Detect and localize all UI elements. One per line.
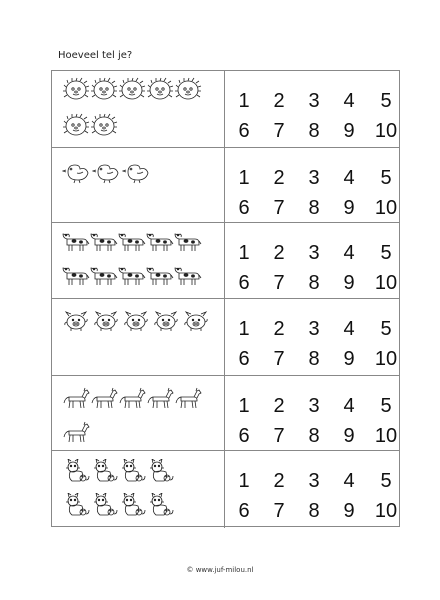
cow-icon [118, 263, 146, 287]
number-choice[interactable]: 10 [374, 348, 398, 370]
number-choice[interactable]: 4 [343, 318, 355, 340]
number-choice[interactable]: 3 [308, 395, 320, 417]
cow-icon [174, 263, 202, 287]
number-choice[interactable]: 9 [343, 425, 355, 447]
number-choice[interactable]: 5 [380, 318, 392, 340]
cat-icon [118, 459, 146, 483]
worksheet-row [52, 299, 399, 376]
number-choice[interactable]: 5 [380, 395, 392, 417]
pig-icon [152, 309, 180, 333]
number-choice[interactable]: 1 [238, 318, 250, 340]
number-choice[interactable]: 4 [343, 395, 355, 417]
number-choice[interactable]: 7 [273, 197, 285, 219]
horse-icon [146, 386, 174, 410]
cow-icon [90, 263, 118, 287]
number-choice[interactable]: 3 [308, 242, 320, 264]
horse-icon [118, 386, 146, 410]
number-choice[interactable]: 8 [308, 197, 320, 219]
number-choice[interactable]: 2 [273, 167, 285, 189]
number-choice[interactable]: 10 [374, 197, 398, 219]
cow-icon [62, 229, 90, 253]
worksheet-row [52, 71, 399, 148]
horse-icon [62, 420, 90, 444]
number-choice[interactable]: 5 [380, 242, 392, 264]
worksheet-row [52, 223, 399, 299]
pig-icon [182, 309, 210, 333]
number-choice[interactable]: 5 [380, 470, 392, 492]
hedgehog-icon [90, 113, 118, 137]
cat-icon [146, 493, 174, 517]
number-choice[interactable]: 2 [273, 470, 285, 492]
number-choice[interactable]: 1 [238, 90, 250, 112]
cat-icon [90, 493, 118, 517]
number-choice[interactable]: 2 [273, 318, 285, 340]
counting-worksheet-table [51, 70, 400, 527]
number-choice[interactable]: 8 [308, 120, 320, 142]
number-choice[interactable]: 10 [374, 272, 398, 294]
animal-picture-cell [52, 71, 225, 147]
number-choices-cell [225, 451, 399, 528]
number-choice[interactable]: 9 [343, 197, 355, 219]
number-choice[interactable]: 3 [308, 167, 320, 189]
pig-icon [92, 309, 120, 333]
number-choice[interactable]: 1 [238, 242, 250, 264]
number-choice[interactable]: 6 [238, 120, 250, 142]
number-choice[interactable]: 6 [238, 348, 250, 370]
pig-icon [62, 309, 90, 333]
hedgehog-icon [174, 77, 202, 101]
animal-picture-cell [52, 376, 225, 450]
number-choice[interactable]: 9 [343, 348, 355, 370]
number-choice[interactable]: 8 [308, 272, 320, 294]
animal-picture-cell [52, 148, 225, 222]
number-choice[interactable]: 1 [238, 470, 250, 492]
chick-icon [62, 160, 90, 184]
horse-icon [174, 386, 202, 410]
animal-picture-cell [52, 451, 225, 528]
number-choice[interactable]: 1 [238, 167, 250, 189]
hedgehog-icon [146, 77, 174, 101]
cow-icon [118, 229, 146, 253]
worksheet-row [52, 376, 399, 451]
number-choice[interactable]: 3 [308, 90, 320, 112]
cat-icon [146, 459, 174, 483]
hedgehog-icon [90, 77, 118, 101]
pig-icon [122, 309, 150, 333]
number-choice[interactable]: 4 [343, 90, 355, 112]
number-choice[interactable]: 7 [273, 425, 285, 447]
cat-icon [118, 493, 146, 517]
number-choice[interactable]: 3 [308, 318, 320, 340]
hedgehog-icon [62, 77, 90, 101]
number-choice[interactable]: 7 [273, 272, 285, 294]
cat-icon [90, 459, 118, 483]
cat-icon [62, 493, 90, 517]
hedgehog-icon [118, 77, 146, 101]
horse-icon [90, 386, 118, 410]
cat-icon [62, 459, 90, 483]
number-choices-cell [225, 299, 399, 375]
number-choice[interactable]: 8 [308, 500, 320, 522]
number-choice[interactable]: 1 [238, 395, 250, 417]
hedgehog-icon [62, 113, 90, 137]
number-choice[interactable]: 2 [273, 242, 285, 264]
number-choice[interactable]: 5 [380, 167, 392, 189]
number-choices-cell [225, 71, 399, 147]
number-choices-cell [225, 376, 399, 450]
number-choice[interactable]: 8 [308, 425, 320, 447]
number-choice[interactable]: 7 [273, 348, 285, 370]
number-choice[interactable]: 4 [343, 242, 355, 264]
number-choice[interactable]: 9 [343, 272, 355, 294]
cow-icon [146, 229, 174, 253]
number-choice[interactable]: 6 [238, 500, 250, 522]
number-choice[interactable]: 6 [238, 197, 250, 219]
number-choice[interactable]: 8 [308, 348, 320, 370]
worksheet-row [52, 451, 399, 528]
number-choice[interactable]: 10 [374, 120, 398, 142]
number-choices-cell [225, 223, 399, 298]
number-choice[interactable]: 9 [343, 120, 355, 142]
cow-icon [90, 229, 118, 253]
cow-icon [146, 263, 174, 287]
cow-icon [62, 263, 90, 287]
horse-icon [62, 386, 90, 410]
number-choice[interactable]: 4 [343, 470, 355, 492]
chick-icon [122, 160, 150, 184]
copyright-footer: © www.juf-milou.nl [186, 566, 254, 574]
number-choice[interactable]: 9 [343, 500, 355, 522]
animal-picture-cell [52, 223, 225, 298]
chick-icon [92, 160, 120, 184]
number-choice[interactable]: 10 [374, 425, 398, 447]
number-choice[interactable]: 6 [238, 272, 250, 294]
number-choice[interactable]: 5 [380, 90, 392, 112]
worksheet-title: Hoeveel tel je? [58, 50, 133, 61]
number-choice[interactable]: 3 [308, 470, 320, 492]
number-choice[interactable]: 7 [273, 120, 285, 142]
cow-icon [174, 229, 202, 253]
number-choice[interactable]: 2 [273, 395, 285, 417]
animal-picture-cell [52, 299, 225, 375]
worksheet-row [52, 148, 399, 223]
number-choice[interactable]: 4 [343, 167, 355, 189]
number-choice[interactable]: 6 [238, 425, 250, 447]
number-choices-cell [225, 148, 399, 222]
number-choice[interactable]: 7 [273, 500, 285, 522]
number-choice[interactable]: 10 [374, 500, 398, 522]
number-choice[interactable]: 2 [273, 90, 285, 112]
